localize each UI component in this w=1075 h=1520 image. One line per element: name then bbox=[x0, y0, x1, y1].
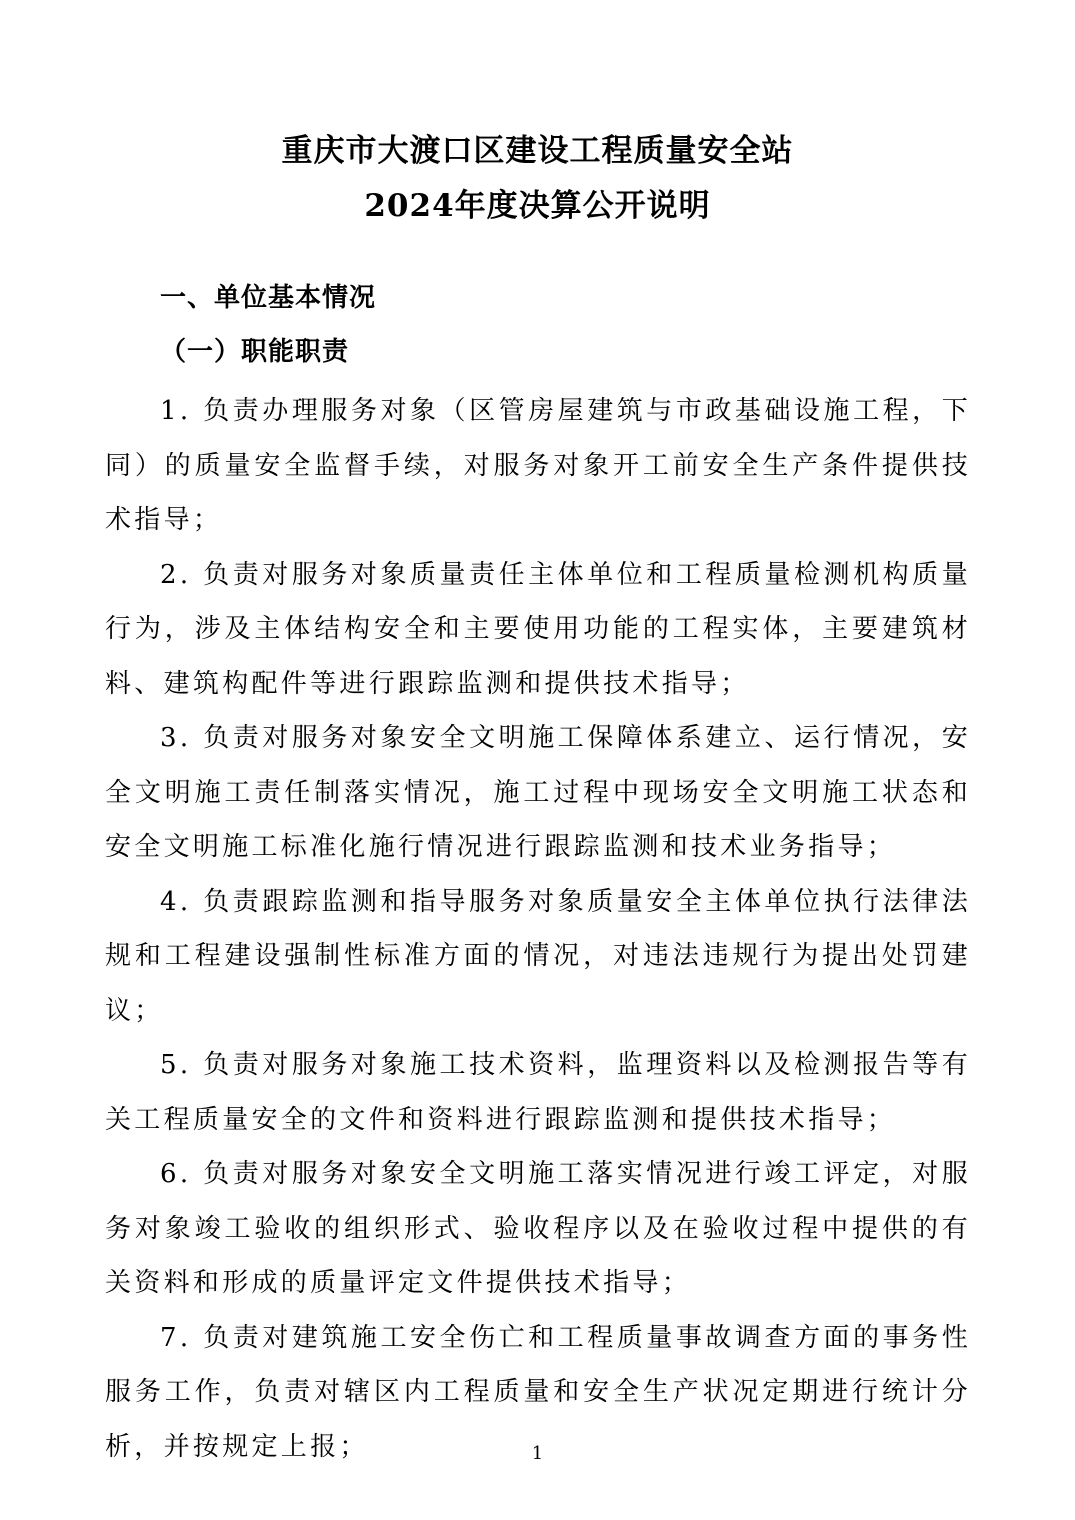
paragraph-2: 2. 负责对服务对象质量责任主体单位和工程质量检测机构质量行为，涉及主体结构安全和主要使用功能的工程实体，主要建筑材料、建筑构配件等进行跟踪监测和提供技术指导； bbox=[105, 559, 971, 699]
paragraph-4: 4. 负责跟踪监测和指导服务对象质量安全主体单位执行法律法规和工程建设强制性标准方面的情况，对违法违规行为提出处罚建议； bbox=[105, 886, 971, 1026]
paragraph-7: 7. 负责对建筑施工安全伤亡和工程质量事故调查方面的事务性服务工作，负责对辖区内工程质量和安全生产状况定期进行统计分析，并按规定上报； bbox=[105, 1322, 971, 1462]
paragraph-3: 3. 负责对服务对象安全文明施工保障体系建立、运行情况，安全文明施工责任制落实情况，施工过程中现场安全文明施工状态和安全文明施工标准化施行情况进行跟踪监测和技术业务指导； bbox=[105, 723, 971, 862]
document-subtitle: 2024年度决算公开说明 bbox=[364, 188, 711, 224]
subsection-heading: （一）职能职责 bbox=[160, 337, 350, 367]
paragraph-1: 1. 负责办理服务对象（区管房屋建筑与市政基础设施工程，下同）的质量安全监督手续，对服务对象开工前安全生产条件提供技术指导； bbox=[105, 396, 971, 535]
section-heading: 一、单位基本情况 bbox=[160, 283, 377, 313]
page-number: 1 bbox=[531, 1443, 544, 1464]
paragraph-5: 5. 负责对服务对象施工技术资料，监理资料以及检测报告等有关工程质量安全的文件和资料进行跟踪监测和提供技术指导； bbox=[105, 1050, 971, 1135]
document-title: 重庆市大渡口区建设工程质量安全站 bbox=[281, 133, 794, 169]
document-body bbox=[105, 384, 971, 1474]
paragraph-6: 6. 负责对服务对象安全文明施工落实情况进行竣工评定，对服务对象竣工验收的组织形式、验收程序以及在验收过程中提供的有关资料和形成的质量评定文件提供技术指导； bbox=[105, 1159, 971, 1298]
